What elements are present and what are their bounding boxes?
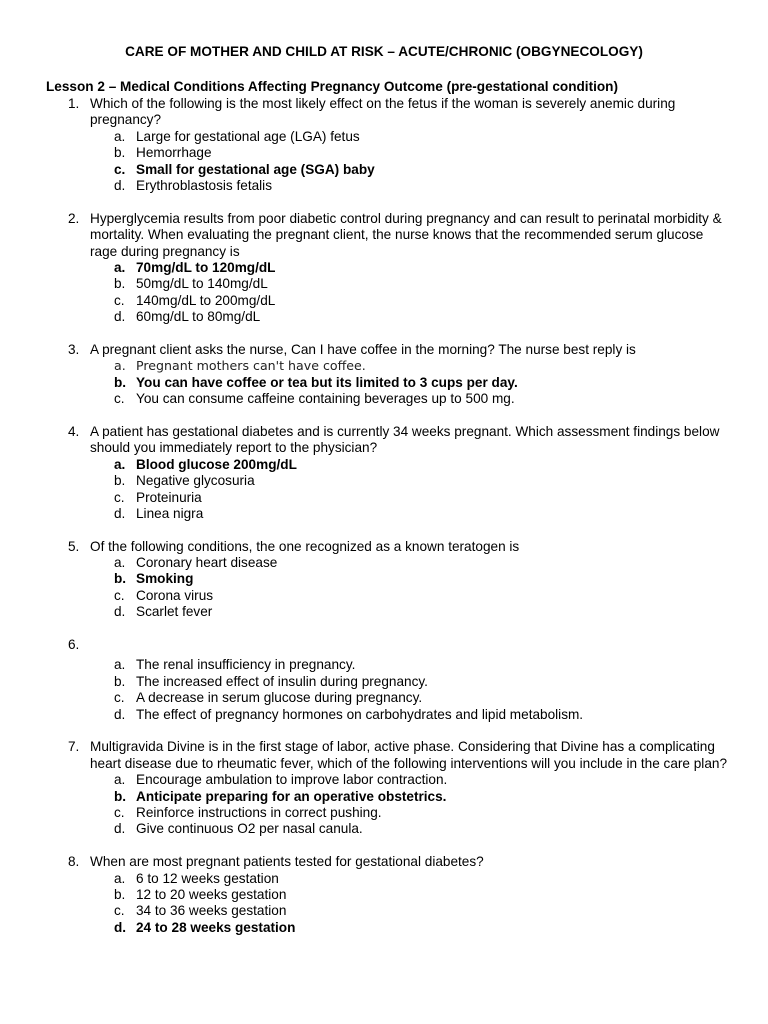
question-number: 1. [68,96,80,111]
question-item [0,342,768,408]
question-item [0,539,768,621]
option-letter: a. [114,772,126,788]
answer-option-correct [0,162,768,178]
answer-option [0,178,768,194]
option-letter: d. [114,505,126,521]
option-text: 6 to 12 weeks gestation [136,870,279,886]
question-list [0,96,768,953]
question-number: 2. [68,210,80,226]
answer-option [0,805,768,821]
question-text: Which of the following is the most likely effect on the fetus if the woman is severely anemic during pregnancy? [90,96,676,128]
answer-option-correct [0,457,768,473]
answer-option [0,490,768,506]
option-list [0,358,768,407]
question-item [0,211,768,326]
option-text: Anticipate preparing for an operative obstetrics. [136,788,447,804]
option-letter: b. [114,673,126,689]
question-text: Of the following conditions, the one recognized as a known teratogen is [90,538,520,554]
answer-option [0,473,768,489]
answer-option [0,358,768,374]
option-text: The renal insufficiency in pregnancy. [136,657,356,673]
option-text: The effect of pregnancy hormones on carbohydrates and lipid metabolism. [136,706,584,722]
option-text: Negative glycosuria [136,473,255,489]
answer-option [0,674,768,690]
question-number: 7. [68,739,80,755]
question-text: When are most pregnant patients tested for gestational diabetes? [90,854,484,870]
option-list [0,772,768,838]
option-letter: d. [114,604,126,620]
option-letter: b. [114,571,127,587]
question-text: A pregnant client asks the nurse, Can I have coffee in the morning? The nurse best reply is [90,341,636,357]
answer-option-correct [0,789,768,805]
option-text: Reinforce instructions in correct pushing. [136,804,382,820]
page-title: CARE OF MOTHER AND CHILD AT RISK – ACUTE/CHRONIC (OBGYNECOLOGY) [125,44,643,59]
answer-option [0,129,768,145]
option-letter: b. [114,886,126,902]
option-letter: a. [114,555,126,571]
option-letter: d. [114,919,127,935]
question-text: Multigravida Divine is in the first stage of labor, active phase. Considering that Divine has a complicating heart disease due to rheumatic fever, which of the following interventions will you include in the care plan? [90,739,728,771]
option-list [0,260,768,326]
option-letter: b. [114,374,127,390]
option-letter: c. [114,489,125,505]
question-item [0,637,768,723]
option-text: Hemorrhage [136,145,212,161]
option-text: A decrease in serum glucose during pregnancy. [136,690,423,706]
option-text: 60mg/dL to 80mg/dL [136,309,261,325]
option-text: Linea nigra [136,505,204,521]
option-list [0,555,768,621]
question-number: 5. [68,538,80,554]
option-list [0,457,768,523]
question-item [0,96,768,194]
option-letter: d. [114,309,126,325]
answer-option-correct [0,920,768,936]
answer-option [0,145,768,161]
question-number: 6. [68,637,80,653]
answer-option-correct [0,375,768,391]
option-text: 34 to 36 weeks gestation [136,903,287,919]
option-letter: a. [114,870,126,886]
answer-option [0,887,768,903]
question-text: A patient has gestational diabetes and is currently 34 weeks pregnant. Which assessment findings below should you immediately report to the physician? [90,423,720,456]
option-letter: b. [114,276,126,292]
option-text: Smoking [136,571,194,587]
option-letter: d. [114,706,126,722]
option-text: Pregnant mothers can't have coffee. [136,358,366,374]
answer-option [0,555,768,571]
option-letter: c. [114,903,125,919]
answer-option [0,690,768,706]
answer-option [0,276,768,292]
option-text: Blood glucose 200mg/dL [136,456,297,472]
option-letter: c. [114,804,125,820]
option-text: Large for gestational age (LGA) fetus [136,128,360,144]
answer-option [0,588,768,604]
answer-option [0,821,768,837]
option-letter: c. [114,690,125,706]
answer-option [0,293,768,309]
option-text: Coronary heart disease [136,555,278,571]
option-text: Scarlet fever [136,604,213,620]
option-text: You can have coffee or tea but its limited to 3 cups per day. [136,374,518,390]
option-text: 50mg/dL to 140mg/dL [136,276,268,292]
answer-option-correct [0,571,768,587]
answer-option [0,657,768,673]
option-letter: c. [114,391,125,407]
question-text: Hyperglycemia results from poor diabetic control during pregnancy and can result to perinatal morbidity & mortality. When evaluating the pregnant client, the nurse knows that the recommended serum glucose rage during pregnancy is [90,210,722,259]
option-letter: a. [114,657,126,673]
answer-option [0,309,768,325]
question-item [0,739,768,837]
option-letter: b. [114,788,127,804]
option-letter: a. [114,128,126,144]
option-text: The increased effect of insulin during pregnancy. [136,673,428,689]
option-letter: a. [114,456,126,472]
answer-option [0,707,768,723]
option-letter: d. [114,821,126,837]
lesson-heading: Lesson 2 – Medical Conditions Affecting Pregnancy Outcome (pre-gestational condition) [46,79,619,94]
option-letter: b. [114,145,126,161]
option-text: 140mg/dL to 200mg/dL [136,292,276,308]
answer-option [0,506,768,522]
option-letter: a. [114,259,126,275]
answer-option [0,772,768,788]
answer-option-correct [0,260,768,276]
option-text: 12 to 20 weeks gestation [136,886,287,902]
option-text: Erythroblastosis fetalis [136,177,272,193]
question-item [0,424,768,522]
option-text: Proteinuria [136,489,202,505]
option-text: 70mg/dL to 120mg/dL [136,259,276,275]
option-text: Encourage ambulation to improve labor contraction. [136,772,448,788]
question-number: 3. [68,341,80,357]
option-text: 24 to 28 weeks gestation [136,919,296,935]
answer-option [0,391,768,407]
answer-option [0,903,768,919]
question-text [90,637,730,653]
option-text: Give continuous O2 per nasal canula. [136,821,363,837]
option-letter: c. [114,161,126,177]
question-number: 4. [68,423,80,439]
answer-option [0,604,768,620]
question-number: 8. [68,854,80,870]
option-list [0,657,768,723]
option-list [0,129,768,195]
option-letter: c. [114,587,125,603]
option-text: Small for gestational age (SGA) baby [136,161,375,177]
option-text: Corona virus [136,587,214,603]
option-text: You can consume caffeine containing beverages up to 500 mg. [136,391,515,407]
question-item [0,854,768,936]
option-letter: b. [114,473,126,489]
option-letter: c. [114,292,125,308]
option-letter: d. [114,177,126,193]
option-list [0,871,768,937]
answer-option [0,871,768,887]
option-letter: a. [114,358,126,374]
